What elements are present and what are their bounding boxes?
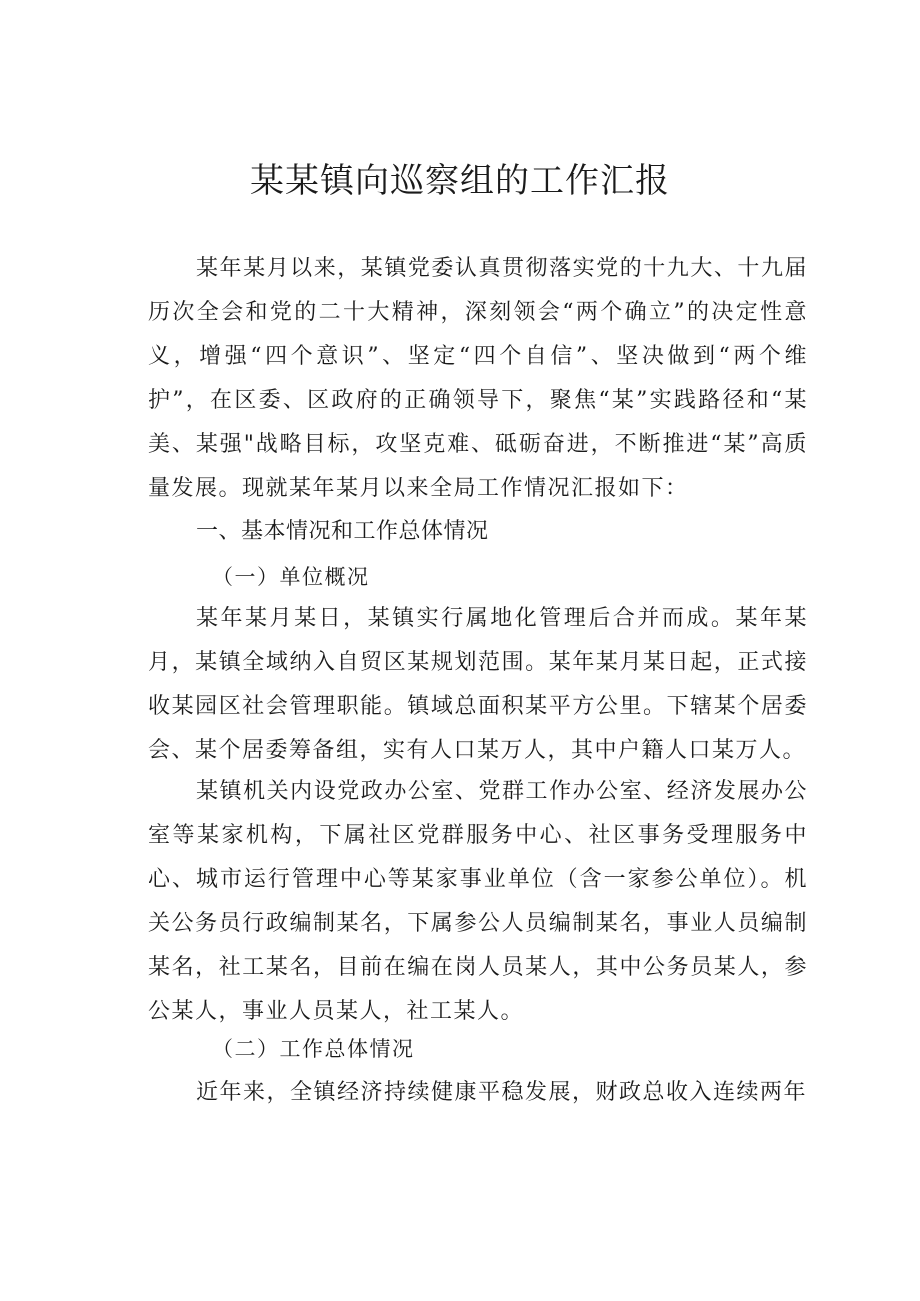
document-title: 某某镇向巡察组的工作汇报 xyxy=(250,161,670,201)
organization-staffing-paragraph: 某镇机关内设党政办公室、党群工作办公室、经济发展办公室等某家机构，下属社区党群服务中心、社区事务受理服务中心、城市运行管理中心等某家事业单位（含一家参公单位）。机关公务员行政编制某名，下属参公人员编制某名，事业人员编制某名，社工某名，目前在编在岗人员某人，其中公务员某人，参公某人，事业人员某人，社工某人。 xyxy=(148,779,808,1024)
subsection-heading-unit-overview: （一）单位概况 xyxy=(212,565,370,589)
subsection-heading-overall-work: （二）工作总体情况 xyxy=(212,1037,415,1061)
unit-overview-paragraph: 某年某月某日，某镇实行属地化管理后合并而成。某年某月，某镇全域纳入自贸区某规划范围。某年某月某日起，正式接收某园区社会管理职能。镇域总面积某平方公里。下辖某个居委会、某个居委筹备组，实有人口某万人，其中户籍人口某万人。 xyxy=(148,606,808,763)
overall-work-paragraph: 近年来，全镇经济持续健康平稳发展，财政总收入连续两年 xyxy=(196,1080,808,1105)
section-heading-basic-situation: 一、基本情况和工作总体情况 xyxy=(196,519,489,544)
intro-paragraph: 某年某月以来，某镇党委认真贯彻落实党的十九大、十九届历次全会和党的二十大精神，深刻领会“两个确立”的决定性意义，增强“四个意识”、坚定“四个自信”、坚决做到“两个维护”，在区委、区政府的正确领导下，聚焦“某”实践路径和“某美、某强"战略目标，攻坚克难、砥砺奋进，不断推进“某”高质量发展。现就某年某月以来全局工作情况汇报如下： xyxy=(148,256,808,501)
